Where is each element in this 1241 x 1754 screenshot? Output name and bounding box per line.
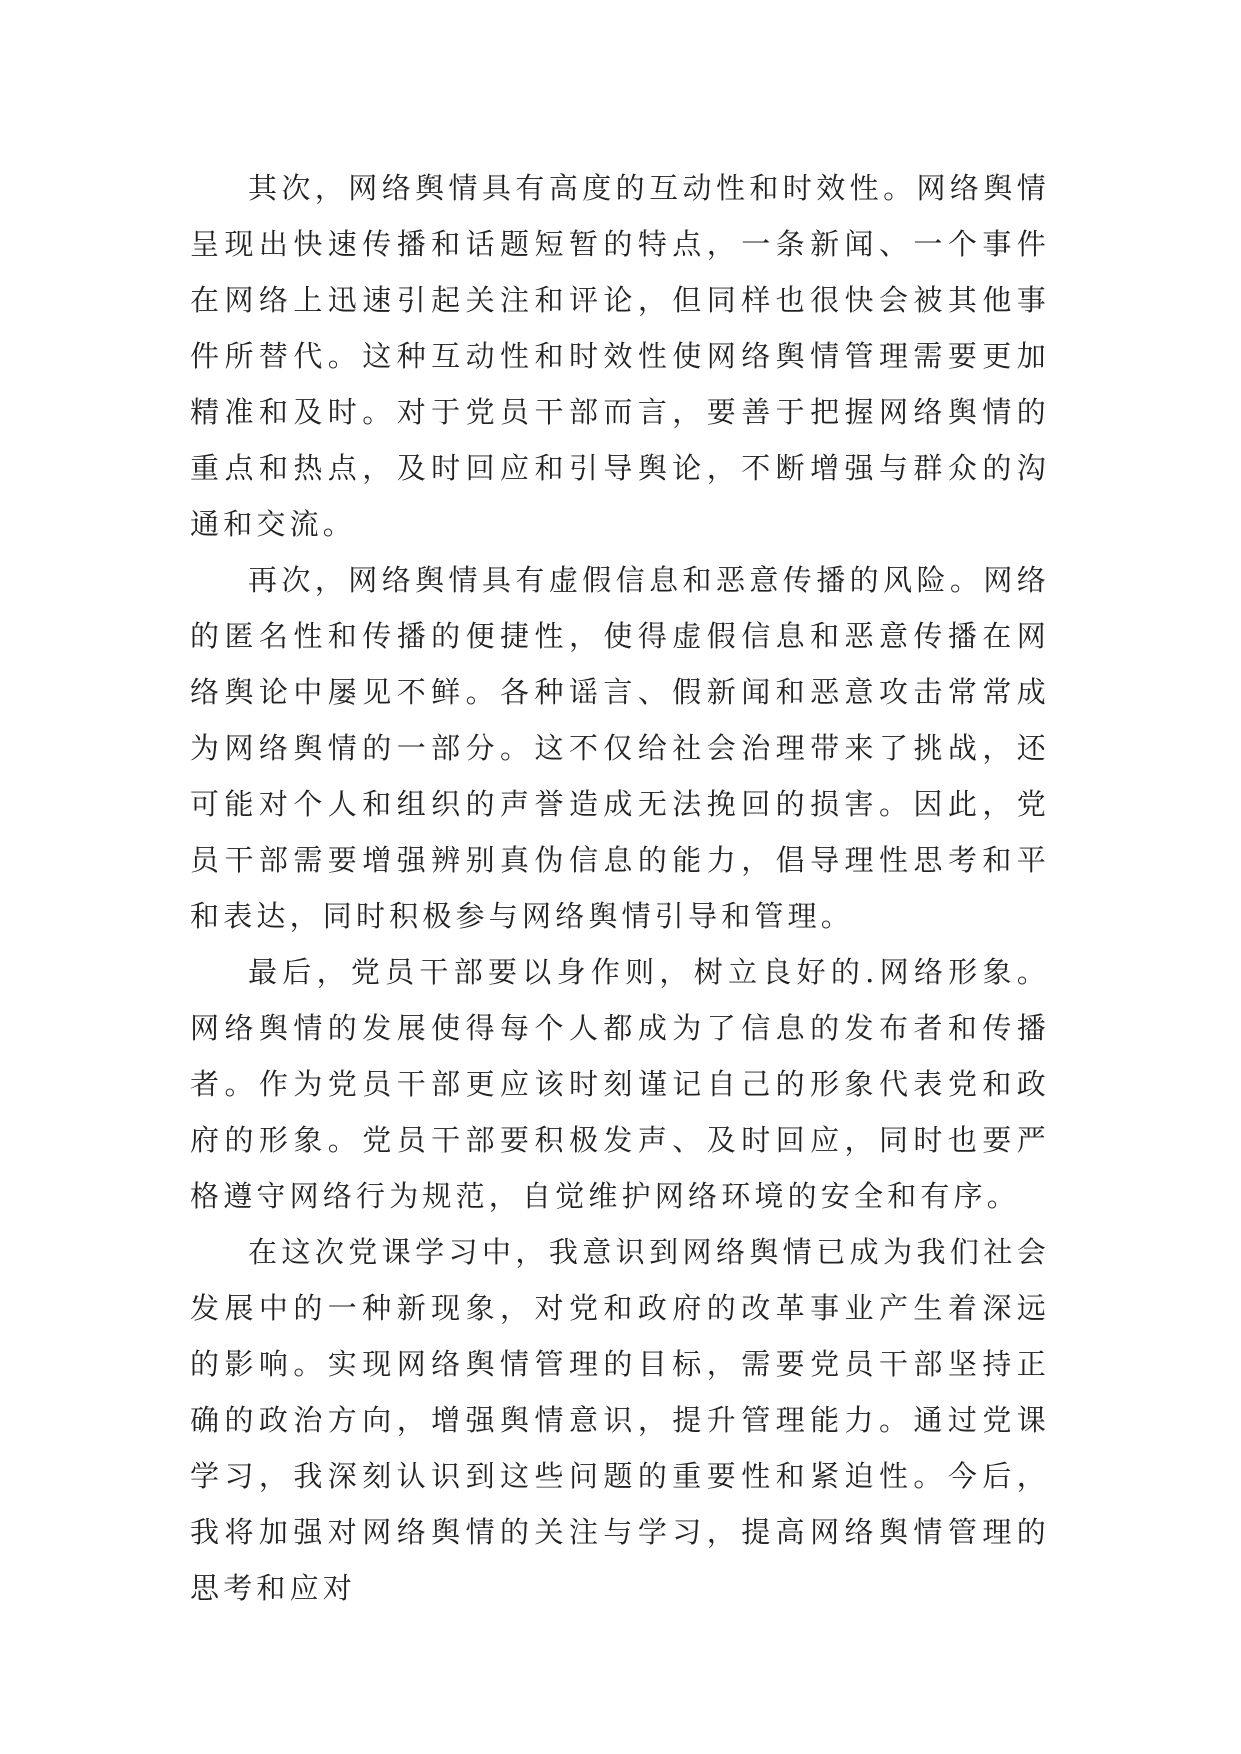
paragraph-finally: 最后，党员干部要以身作则，树立良好的.网络形象。网络舆情的发展使得每个人都成为了信息的发布者和传播者。作为党员干部更应该时刻谨记自己的形象代表党和政府的形象。党员干部要积极发声、及时回应，同时也要严格遵守网络行为规范，自觉维护网络环境的安全和有序。 bbox=[190, 955, 1050, 1213]
paragraph-conclusion: 在这次党课学习中，我意识到网络舆情已成为我们社会发展中的一种新现象，对党和政府的改革事业产生着深远的影响。实现网络舆情管理的目标，需要党员干部坚持正确的政治方向，增强舆情意识，提升管理能力。通过党课学习，我深刻认识到这些问题的重要性和紧迫性。今后，我将加强对网络舆情的关注与学习，提高网络舆情管理的思考和应对 bbox=[190, 1235, 1050, 1605]
paragraph-secondly: 其次，网络舆情具有高度的互动性和时效性。网络舆情呈现出快速传播和话题短暂的特点，一条新闻、一个事件在网络上迅速引起关注和评论，但同样也很快会被其他事件所替代。这种互动性和时效性使网络舆情管理需要更加精准和及时。对于党员干部而言，要善于把握网络舆情的重点和热点，及时回应和引导舆论，不断增强与群众的沟通和交流。 bbox=[190, 171, 1050, 541]
document-body bbox=[190, 160, 1050, 1616]
paragraph-thirdly: 再次，网络舆情具有虚假信息和恶意传播的风险。网络的匿名性和传播的便捷性，使得虚假信息和恶意传播在网络舆论中屡见不鲜。各种谣言、假新闻和恶意攻击常常成为网络舆情的一部分。这不仅给社会治理带来了挑战，还可能对个人和组织的声誉造成无法挽回的损害。因此，党员干部需要增强辨别真伪信息的能力，倡导理性思考和平和表达，同时积极参与网络舆情引导和管理。 bbox=[190, 563, 1050, 933]
